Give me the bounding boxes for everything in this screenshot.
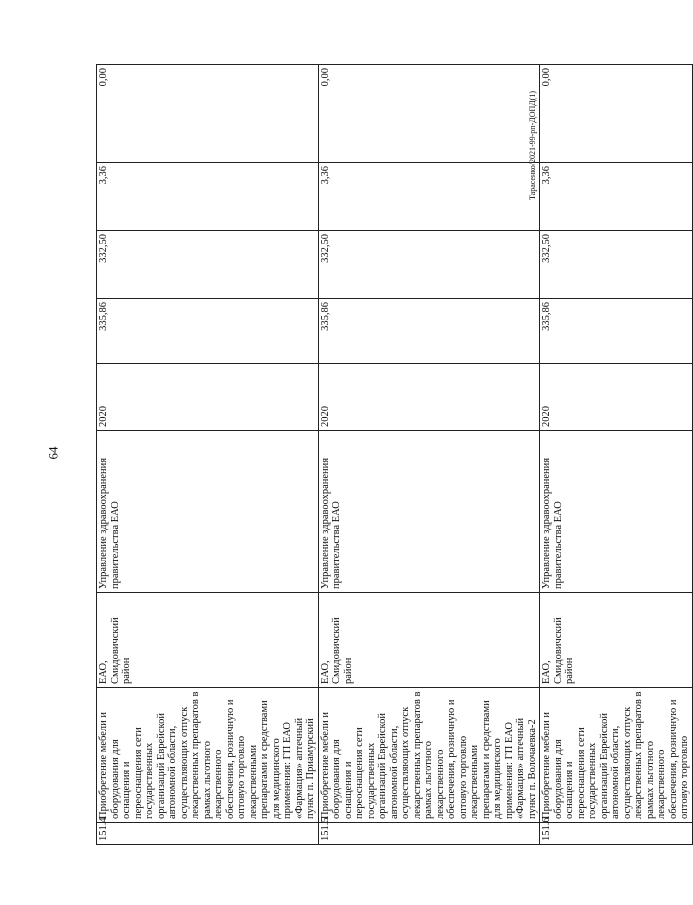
item-federal: 332,50 xyxy=(318,231,540,299)
item-total: 335,86 xyxy=(97,299,319,364)
table-row xyxy=(97,65,319,845)
item-other: 0,00 xyxy=(318,65,540,163)
item-year: 2020 xyxy=(540,364,693,431)
item-regional: 3,36 xyxy=(540,163,693,231)
item-name: Приобретение мебели и оборудования для оснащения и переоснащения сети государственных организаций Еврейской автономной области, осуществляющих отпуск лекарственных препаратов в рамках льготного лекарственного обеспечения, розничную и оптовую торговлю лекарственными препаратами и средствами для медицинского применения: ГП ЕАО «Фармация» аптечный пункт п. Волочаевка-2 xyxy=(318,688,540,823)
item-other: 0,00 xyxy=(540,65,693,163)
item-executor: Управление здравоохранения правительства ЕАО xyxy=(97,431,319,593)
table-row xyxy=(540,65,693,845)
rotated-table-wrapper xyxy=(96,64,693,845)
item-year: 2020 xyxy=(97,364,319,431)
item-federal: 332,50 xyxy=(97,231,319,299)
item-executor: Управление здравоохранения правительства ЕАО xyxy=(318,431,540,593)
item-regional: 3,36 xyxy=(97,163,319,231)
row-number: 151.5 xyxy=(318,823,540,845)
item-total: 335,86 xyxy=(540,299,693,364)
row-number: 151.4 xyxy=(97,823,319,845)
item-total: 335,86 xyxy=(318,299,540,364)
item-location: ЕАО, Смидовичский район xyxy=(540,593,693,688)
row-number: 151.6 xyxy=(540,823,693,845)
item-name: Приобретение мебели и оборудования для оснащения и переоснащения сети государственных организаций Еврейской автономной области, осуществляющих отпуск лекарственных препаратов в рамках льготного лекарственного обеспечения, розничную и оптовую торговлю лекарственными препаратами и средствами для медицинского применения: ГП ЕАО «Фармация» аптечный пункт п. Приамурский xyxy=(97,688,319,823)
footer-reference: Тарасенко/2021-99-рп-ДОПД(1) xyxy=(528,90,537,200)
item-year: 2020 xyxy=(318,364,540,431)
item-location: ЕАО, Смидовичский район xyxy=(318,593,540,688)
table-row xyxy=(318,65,540,845)
program-table xyxy=(96,64,693,845)
item-name: Приобретение мебели и оборудования для оснащения и переоснащения сети государственных организаций Еврейской автономной области, осуществляющих отпуск лекарственных препаратов в рамках льготного лекарственного обеспечения, розничную и оптовую торговлю xyxy=(540,688,693,823)
item-federal: 332,50 xyxy=(540,231,693,299)
item-location: ЕАО, Смидовичский район xyxy=(97,593,319,688)
item-other: 0,00 xyxy=(97,65,319,163)
page-number: 64 xyxy=(45,446,61,460)
item-regional: 3,36 xyxy=(318,163,540,231)
item-executor: Управление здравоохранения правительства ЕАО xyxy=(540,431,693,593)
